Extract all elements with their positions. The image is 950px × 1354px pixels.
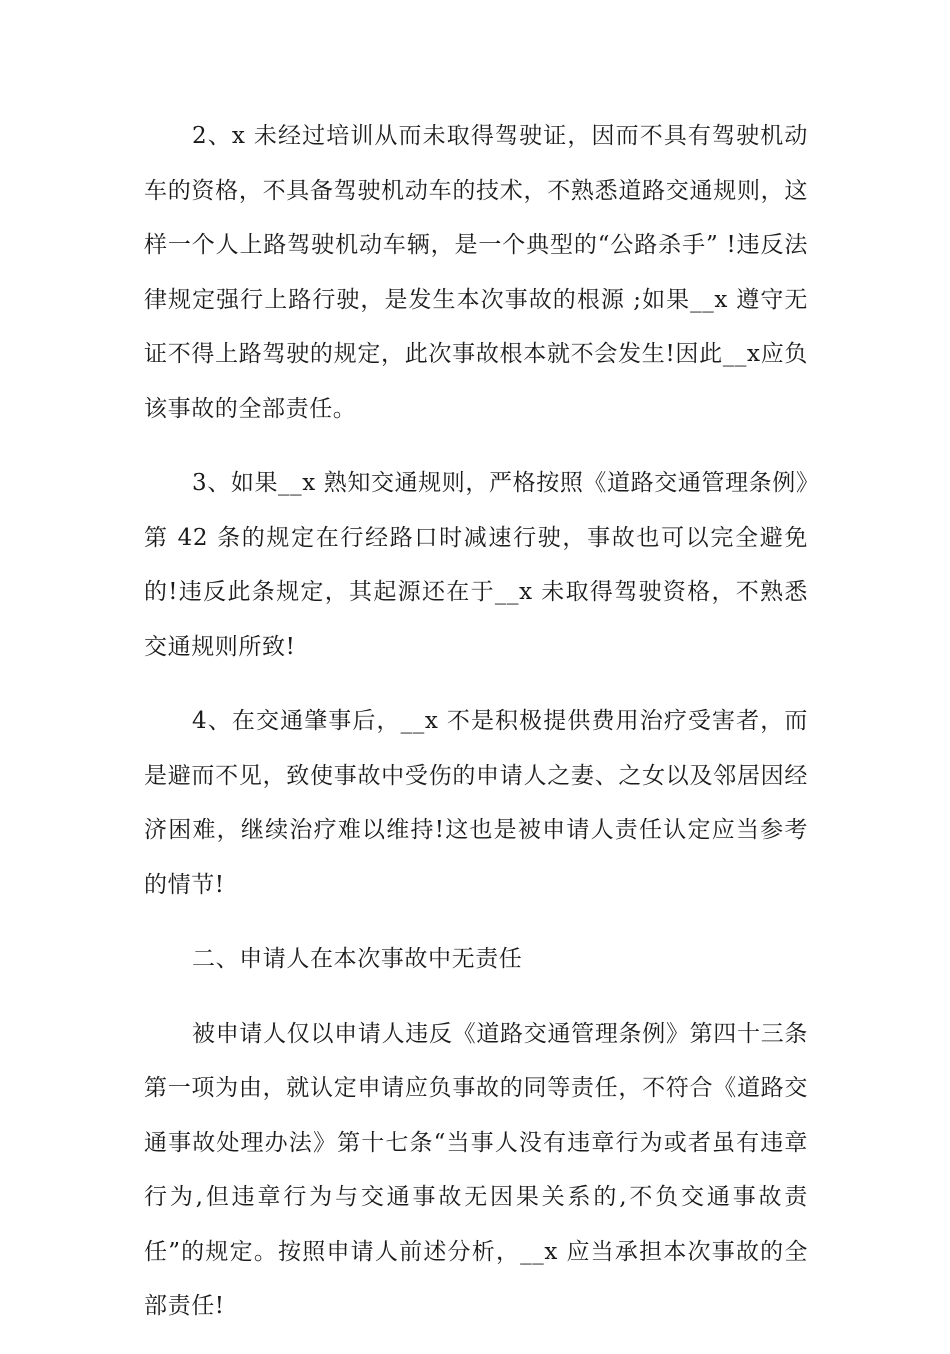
paragraph-3: 3、如果__x 熟知交通规则，严格按照《道路交通管理条例》第 42 条的规定在行经路口时减速行驶，事故也可以完全避免的!违反此条规定，其起源还在于__x 未取得驾驶资格，不熟悉交通规则所致! [144,470,808,660]
paragraph-2: 2、x 未经过培训从而未取得驾驶证，因而不具有驾驶机动车的资格，不具备驾驶机动车的技术，不熟悉道路交通规则，这样一个人上路驾驶机动车辆，是一个典型的“公路杀手” !违反法律规定强行上路行驶，是发生本次事故的根源 ;如果__x 遵守无证不得上路驾驶的规定，此次事故根本就不会发生!因此__x应负该事故的全部责任。 [144,123,808,422]
section-heading: 二、申请人在本次事故中无责任 [192,946,523,972]
paragraph-4: 4、在交通肇事后，__x 不是积极提供费用治疗受害者，而是避而不见，致使事故中受伤的申请人之妻、之女以及邻居因经济困难，继续治疗难以维持!这也是被申请人责任认定应当参考的情节! [144,708,808,898]
document-body [144,109,808,1354]
closing-paragraph: 被申请人仅以申请人违反《道路交通管理条例》第四十三条第一项为由，就认定申请应负事故的同等责任，不符合《道路交通事故处理办法》第十七条“当事人没有违章行为或者虽有违章行为,但违章行为与交通事故无因果关系的,不负交通事故责任”的规定。按照申请人前述分析，__x 应当承担本次事故的全部责任! [144,1020,808,1319]
